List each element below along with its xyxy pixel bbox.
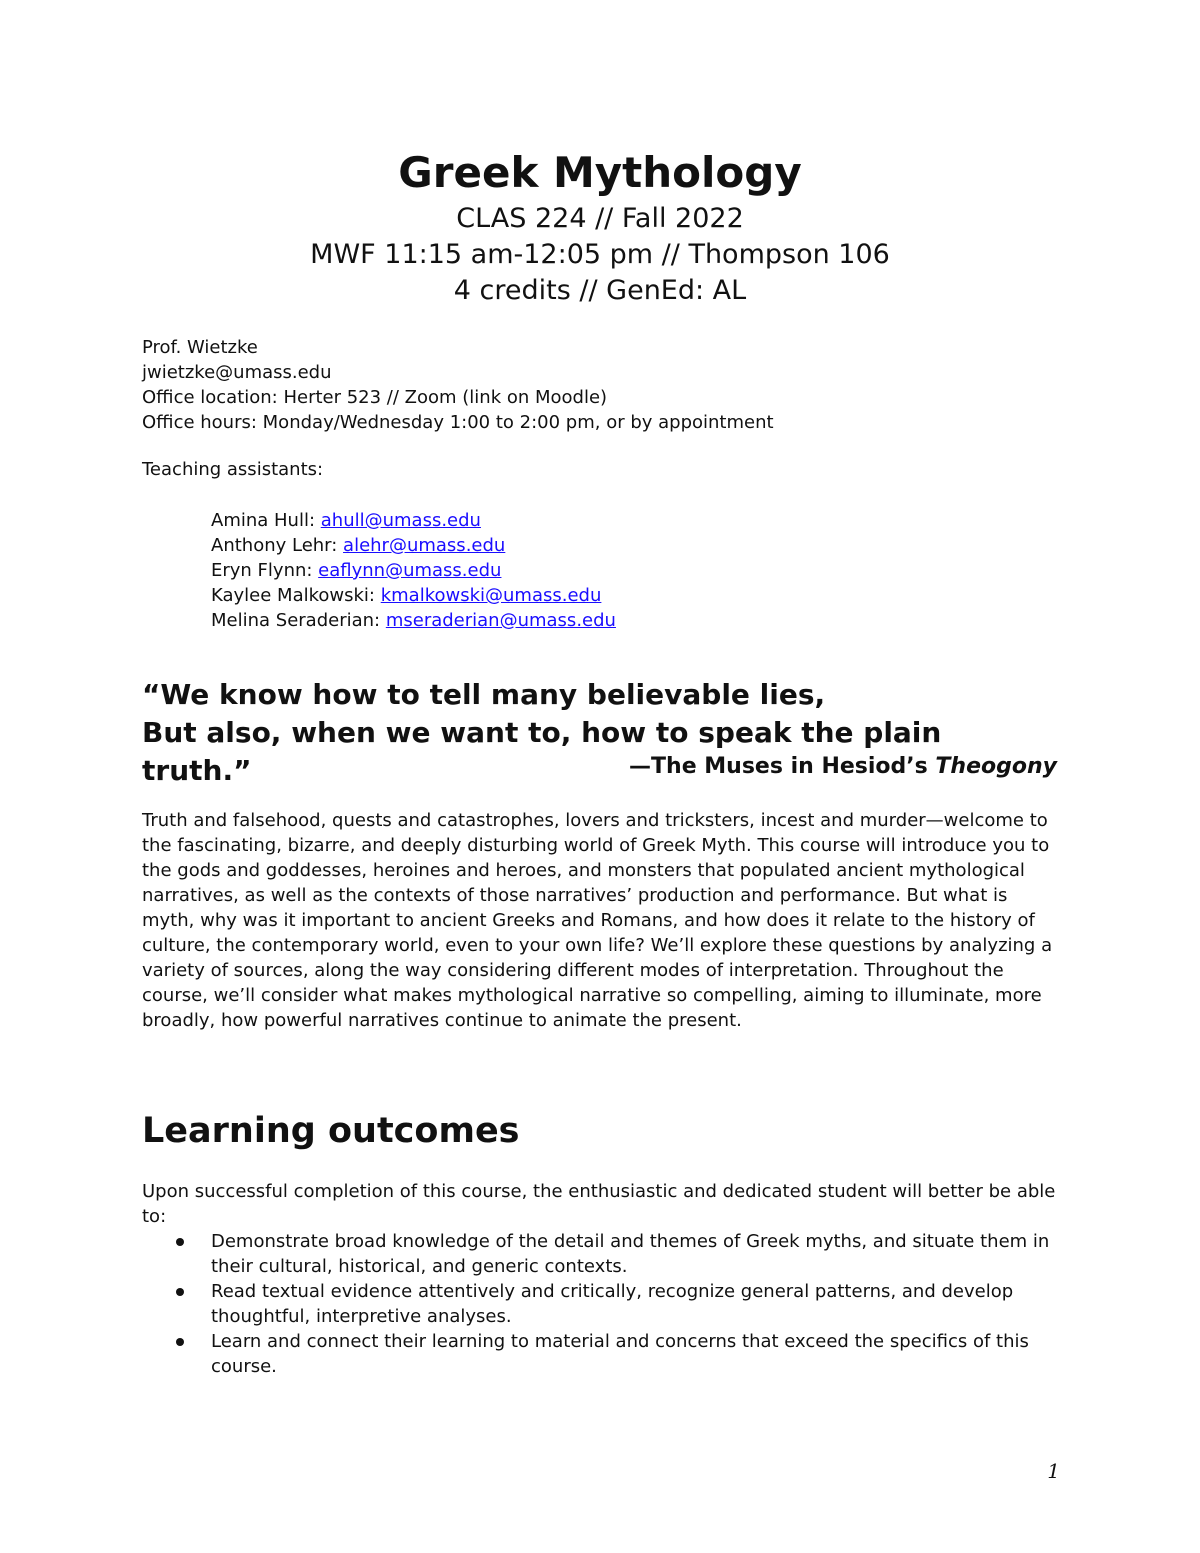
professor-info (142, 335, 1072, 435)
learning-outcomes-list (142, 1229, 1062, 1379)
list-item (142, 1279, 1062, 1329)
ta-row (211, 558, 1141, 583)
teaching-assistants-label: Teaching assistants: (142, 459, 324, 480)
list-item (142, 1229, 1062, 1279)
outcome-text: Read textual evidence attentively and critically, recognize general patterns, and develop thoughtful, interpretive analyses. (211, 1281, 1014, 1327)
course-description: Truth and falsehood, quests and catastrophes, lovers and tricksters, incest and murder—welcome to the fascinating, bizarre, and deeply disturbing world of Greek Myth. This course will introduce you to the gods and goddesses, heroines and heroes, and monsters that populated ancient mythological narratives, as well as the contexts of those narratives’ production and performance. But what is myth, why was it important to ancient Greeks and Romans, and how does it relate to the history of culture, the contemporary world, even to your own life? We’ll explore these questions by analyzing a variety of sources, along the way considering different modes of interpretation. Throughout the course, we’ll consider what makes mythological narrative so compelling, aiming to illuminate, more broadly, how powerful narratives continue to animate the present. (142, 810, 1053, 1031)
course-title: Greek Mythology (398, 148, 802, 197)
outcome-text: Demonstrate broad knowledge of the detail and themes of Greek myths, and situate them in their cultural, historical, and generic contexts. (211, 1231, 1050, 1277)
office-location: Office location: Herter 523 // Zoom (link on Moodle) (142, 387, 608, 408)
outcome-text: Learn and connect their learning to material and concerns that exceed the specifics of this course. (211, 1331, 1029, 1377)
professor-email: jwietzke@umass.edu (142, 362, 332, 383)
learning-outcomes-heading: Learning outcomes (142, 1111, 520, 1151)
course-code-term: CLAS 224 // Fall 2022 (456, 203, 744, 234)
professor-name: Prof. Wietzke (142, 337, 258, 358)
course-header (0, 145, 1200, 309)
quote-line-1: “We know how to tell many believable lies, (142, 678, 826, 711)
quote-line-2: But also, when we want to, how to speak the plain truth.” (142, 716, 942, 787)
ta-row (211, 533, 1141, 558)
quote-attribution-work: Theogony (935, 754, 1057, 779)
bullet-icon (176, 1238, 184, 1246)
bullet-icon (176, 1338, 184, 1346)
quote-attribution-prefix: —The Muses in Hesiod’s (629, 754, 936, 779)
ta-email-link[interactable]: ahull@umass.edu (320, 510, 481, 531)
course-schedule: MWF 11:15 am-12:05 pm // Thompson 106 (310, 239, 890, 270)
ta-row (211, 583, 1141, 608)
ta-name: Eryn Flynn: (211, 560, 319, 581)
ta-name: Melina Seraderian: (211, 610, 386, 631)
ta-row (211, 608, 1141, 633)
quote-attribution (142, 752, 1057, 782)
page-number: 1 (1047, 1459, 1060, 1483)
teaching-assistants-list (211, 508, 1141, 633)
office-hours: Office hours: Monday/Wednesday 1:00 to 2:00 pm, or by appointment (142, 412, 774, 433)
ta-email-link[interactable]: mseraderian@umass.edu (385, 610, 616, 631)
ta-email-link[interactable]: kmalkowski@umass.edu (380, 585, 602, 606)
list-item (142, 1329, 1062, 1379)
ta-name: Amina Hull: (211, 510, 321, 531)
ta-name: Kaylee Malkowski: (211, 585, 381, 606)
ta-email-link[interactable]: alehr@umass.edu (343, 535, 506, 556)
ta-row (211, 508, 1141, 533)
bullet-icon (176, 1288, 184, 1296)
learning-outcomes-intro: Upon successful completion of this course, the enthusiastic and dedicated student will better be able to: (142, 1181, 1056, 1227)
ta-email-link[interactable]: eaflynn@umass.edu (318, 560, 502, 581)
course-credits: 4 credits // GenEd: AL (453, 275, 747, 306)
ta-name: Anthony Lehr: (211, 535, 344, 556)
